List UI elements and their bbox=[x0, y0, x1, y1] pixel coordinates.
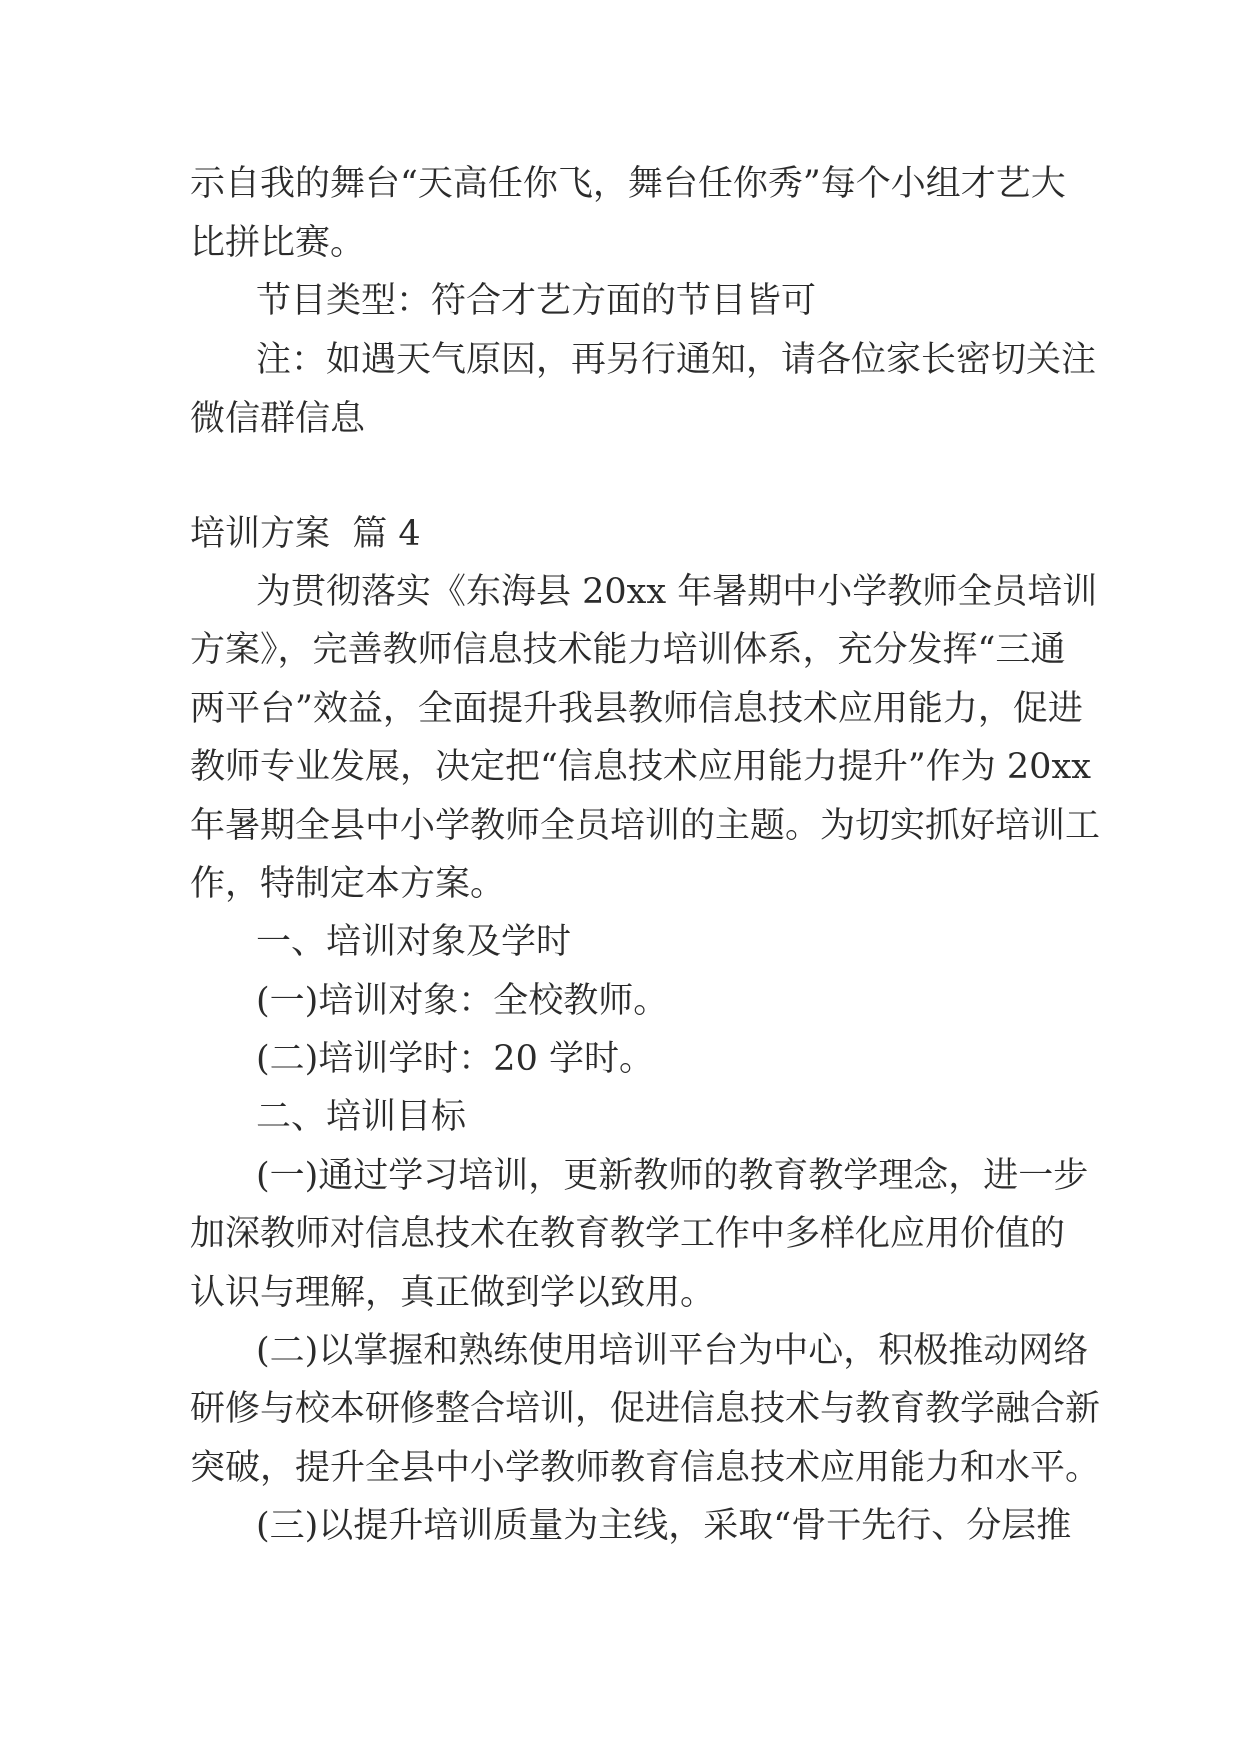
part2-goal3-line-1: (三)以提升培训质量为主线，采取“骨干先行、分层推 bbox=[256, 1506, 1072, 1546]
program-type-paragraph: 节目类型：符合才艺方面的节目皆可 bbox=[256, 281, 817, 321]
preface-line-2: 方案》，完善教师信息技术能力培训体系，充分发挥“三通 bbox=[190, 630, 1066, 670]
part1-item-1: (一)培训对象：全校教师。 bbox=[256, 981, 669, 1021]
part2-goal1-line-3: 认识与理解，真正做到学以致用。 bbox=[190, 1273, 716, 1313]
intro-continuation-line-1: 示自我的舞台“天高任你飞，舞台任你秀”每个小组才艺大 bbox=[190, 164, 1066, 204]
section-heading: 培训方案 篇 4 bbox=[190, 514, 421, 554]
part2-heading: 二、培训目标 bbox=[256, 1097, 467, 1137]
intro-continuation-line-2: 比拼比赛。 bbox=[190, 223, 366, 263]
part2-goal2-line-2: 研修与校本研修整合培训，促进信息技术与教育教学融合新 bbox=[190, 1389, 1101, 1429]
part2-goal1-line-1: (一)通过学习培训，更新教师的教育教学理念，进一步 bbox=[256, 1156, 1089, 1196]
part2-goal1-line-2: 加深教师对信息技术在教育教学工作中多样化应用价值的 bbox=[190, 1214, 1066, 1254]
part2-goal2-line-3: 突破，提升全县中小学教师教育信息技术应用能力和水平。 bbox=[190, 1448, 1101, 1488]
preface-line-6: 作，特制定本方案。 bbox=[190, 864, 506, 904]
preface-line-4: 教师专业发展，决定把“信息技术应用能力提升”作为 20xx bbox=[190, 747, 1091, 787]
note-paragraph-line-2: 微信群信息 bbox=[190, 399, 366, 439]
preface-line-5: 年暑期全县中小学教师全员培训的主题。为切实抓好培训工 bbox=[190, 806, 1101, 846]
note-paragraph-line-1: 注：如遇天气原因，再另行通知，请各位家长密切关注 bbox=[256, 340, 1097, 380]
preface-line-1: 为贯彻落实《东海县 20xx 年暑期中小学教师全员培训 bbox=[256, 572, 1098, 612]
part1-item-2: (二)培训学时：20 学时。 bbox=[256, 1039, 654, 1079]
part1-heading: 一、培训对象及学时 bbox=[256, 922, 572, 962]
preface-line-3: 两平台”效益，全面提升我县教师信息技术应用能力，促进 bbox=[190, 689, 1083, 729]
part2-goal2-line-1: (二)以掌握和熟练使用培训平台为中心，积极推动网络 bbox=[256, 1331, 1089, 1371]
